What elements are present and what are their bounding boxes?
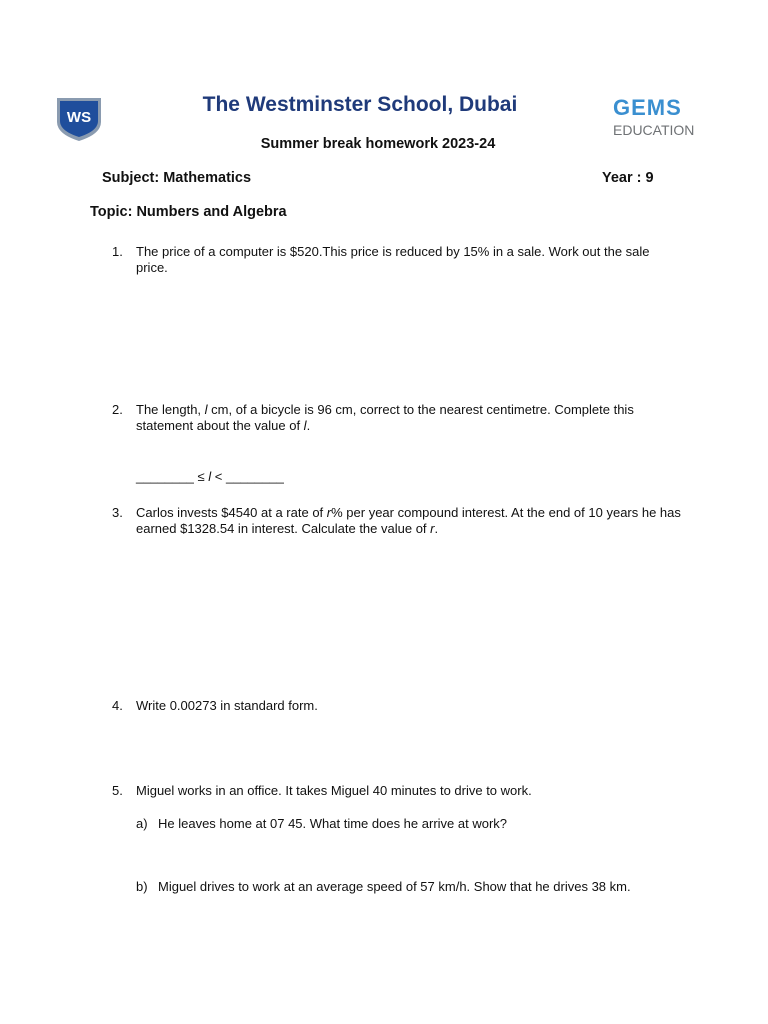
question-text: Carlos invests $4540 at a rate of r% per year compound interest. At the end of 10 years he has earned $1328.54 in interest. Calculate the value of r. (136, 505, 681, 536)
question-number: 2. (112, 402, 123, 417)
homework-subtitle: Summer break homework 2023-24 (260, 136, 496, 152)
subject-label: Subject: Mathematics (102, 170, 252, 186)
answer-blank-lower[interactable]: ________ (136, 469, 194, 484)
question-text: The length, l cm, of a bicycle is 96 cm, correct to the nearest centimetre. Complete this statement about the value of l. (136, 402, 634, 433)
question-number: 1. (112, 244, 123, 259)
question-5b (136, 879, 148, 895)
question-number: 3. (112, 505, 123, 520)
gems-logo-text: GEMS (613, 95, 682, 120)
ws-logo-text: WS (66, 109, 92, 126)
gems-logo-subtext: EDUCATION (613, 122, 695, 138)
inequality-statement: ________ ≤ l < ________ (136, 469, 284, 484)
topic-label: Topic: Numbers and Algebra (90, 204, 287, 220)
question-5b-text: Miguel drives to work at an average speed of 57 km/h. Show that he drives 38 km. (158, 879, 631, 894)
subquestion-label: b) (136, 879, 148, 894)
question-text: Write 0.00273 in standard form. (136, 698, 318, 713)
question-number: 4. (112, 698, 123, 713)
question-5a-text: He leaves home at 07 45. What time does he arrive at work? (158, 816, 508, 831)
year-label: Year : 9 (602, 170, 654, 186)
question-number: 5. (112, 783, 123, 798)
question-5a (136, 816, 148, 832)
answer-blank-upper[interactable]: ________ (225, 469, 284, 484)
question-text: Miguel works in an office. It takes Miguel 40 minutes to drive to work. (136, 783, 532, 798)
question-text: The price of a computer is $520.This price is reduced by 15% in a sale. Work out the sale price. (136, 244, 650, 275)
subquestion-label: a) (136, 816, 148, 831)
school-title: The Westminster School, Dubai (202, 93, 518, 116)
